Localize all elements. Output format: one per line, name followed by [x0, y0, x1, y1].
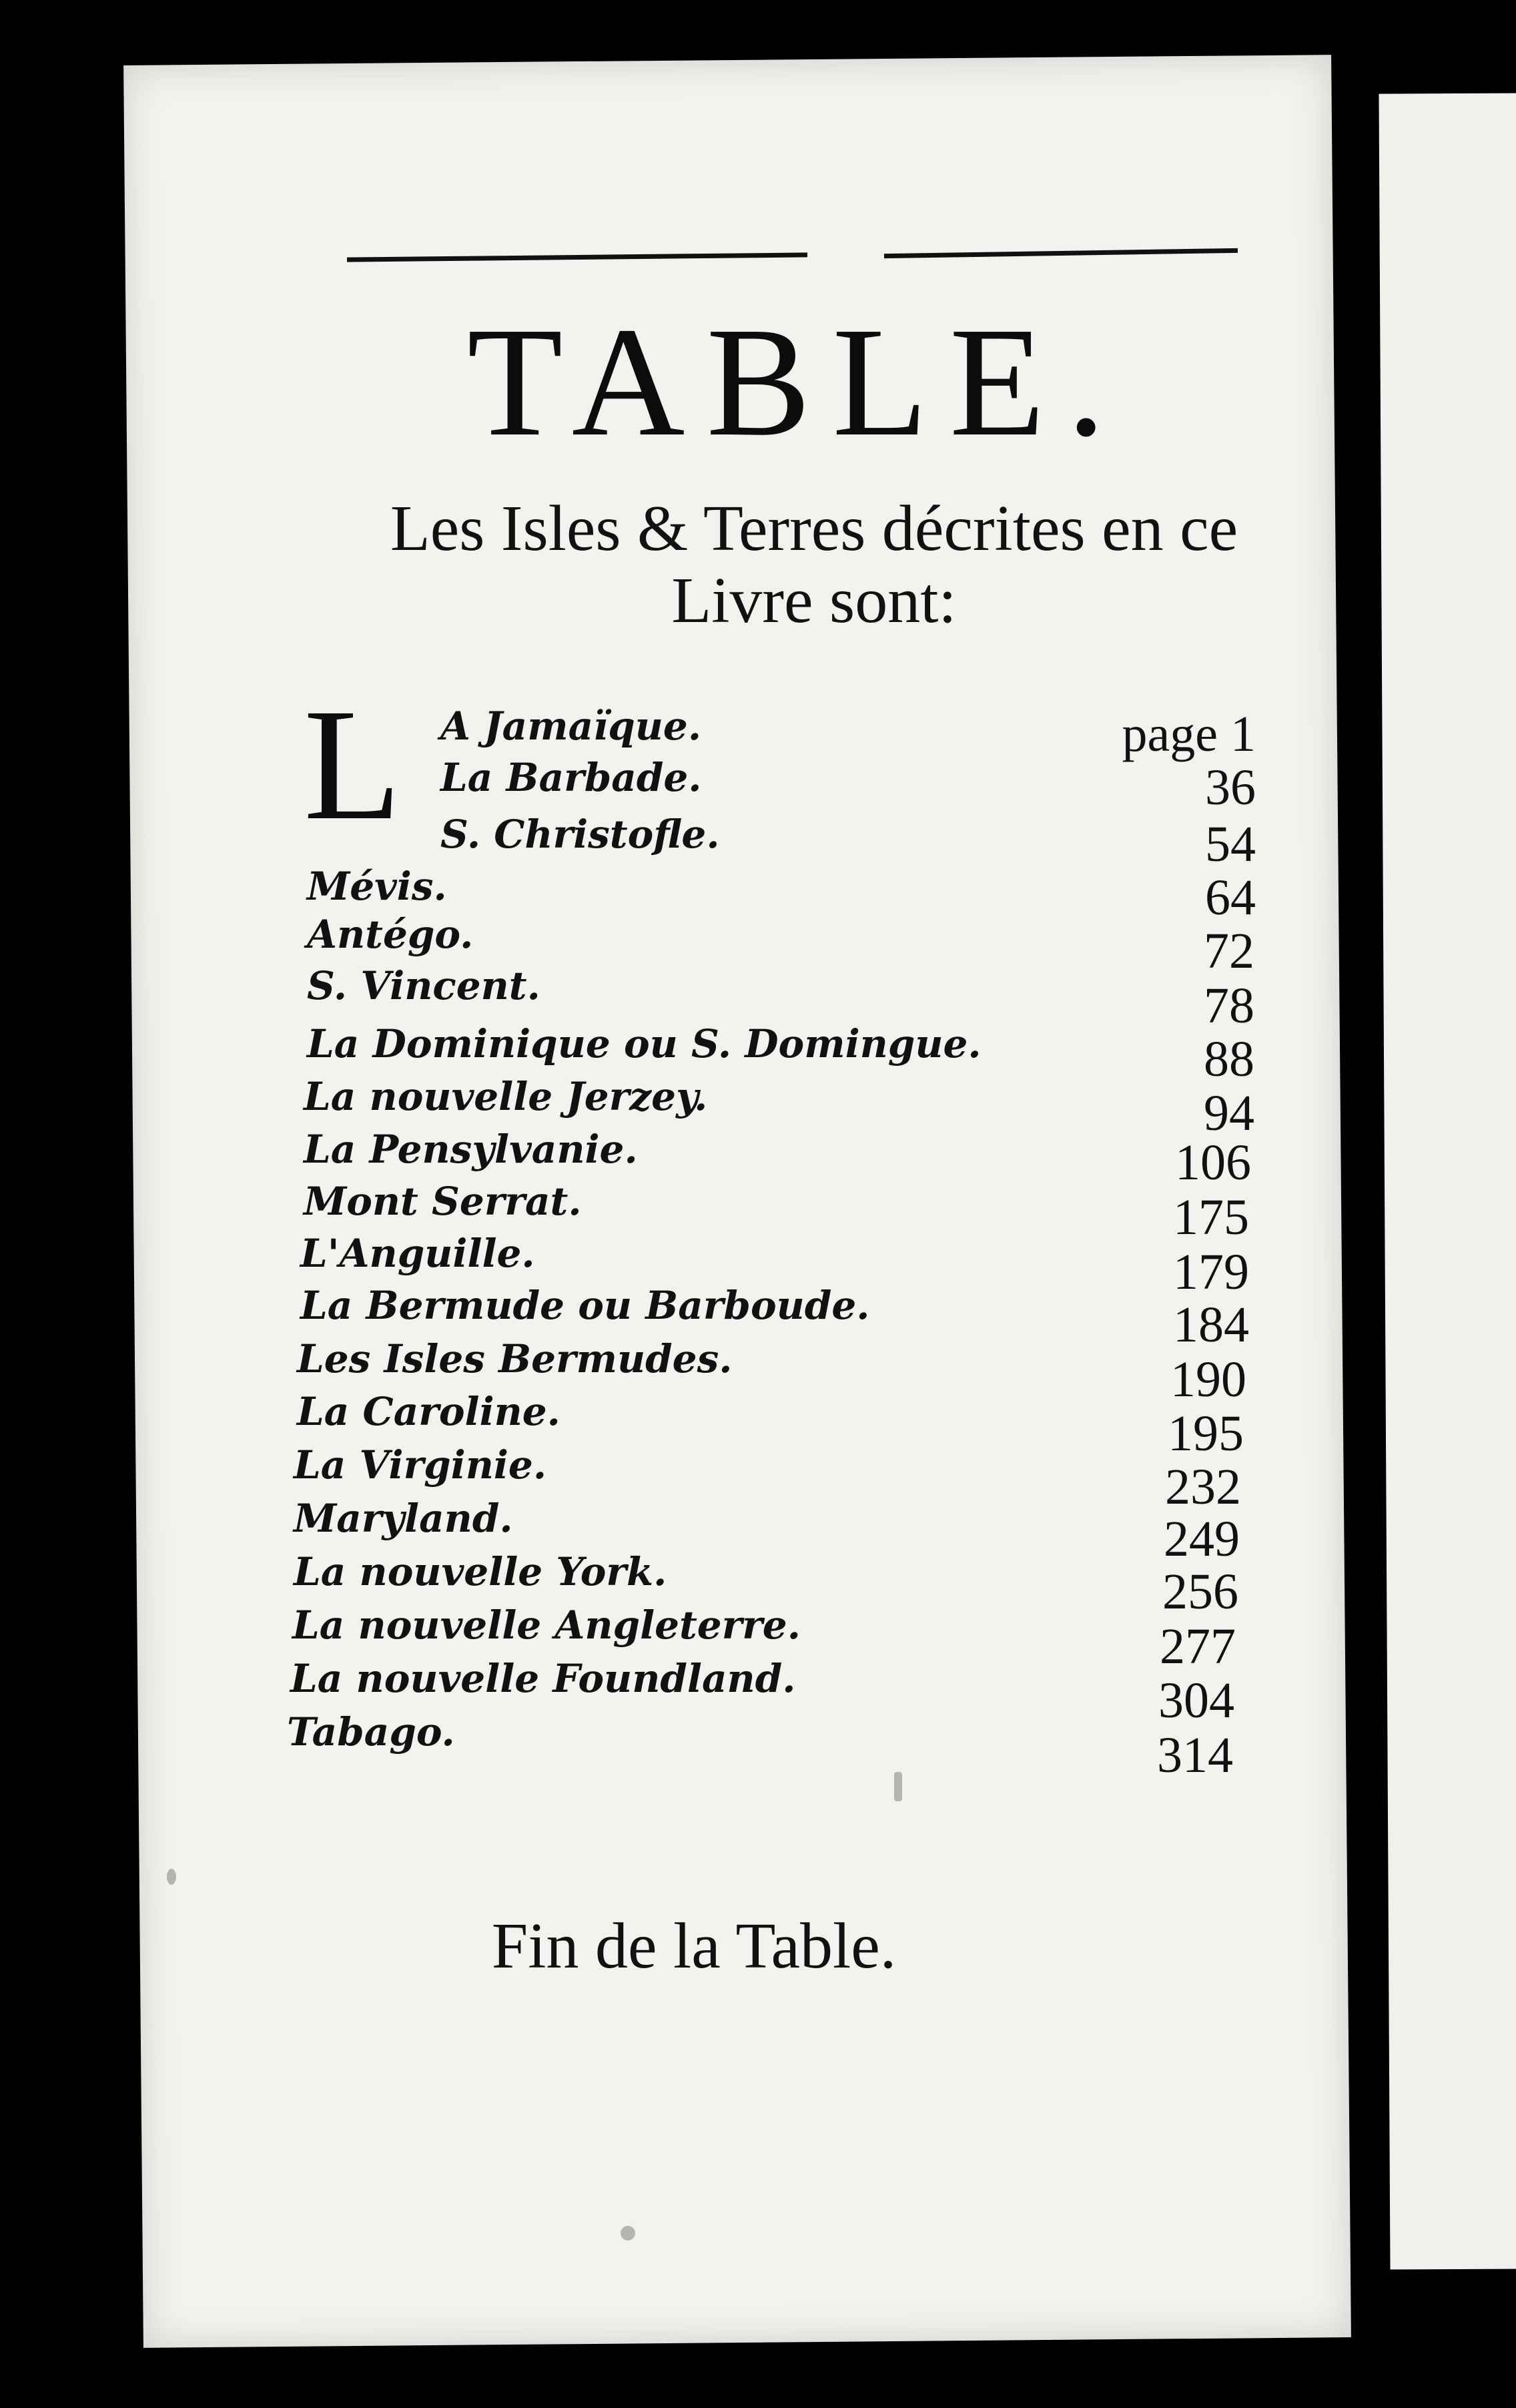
- toc-page-number: 314: [1157, 1727, 1233, 1783]
- toc-entry: Tabago.: [287, 1709, 455, 1755]
- toc-entry: Mont Serrat.: [304, 1179, 582, 1224]
- toc-entry: Maryland.: [294, 1496, 513, 1541]
- toc-page-number: 175: [1173, 1189, 1249, 1245]
- toc-entry: Antégo.: [307, 912, 474, 957]
- toc-entry: S. Vincent.: [307, 963, 540, 1008]
- toc-page-number: 36: [1205, 760, 1256, 816]
- toc-entry: La Virginie.: [294, 1442, 547, 1488]
- subtitle-line-2: Livre sont:: [671, 565, 957, 637]
- toc-page-number: 184: [1173, 1297, 1249, 1353]
- toc-entry: La nouvelle York.: [294, 1549, 667, 1594]
- ink-mark: [894, 1772, 902, 1801]
- toc-entry: L'Anguille.: [300, 1231, 535, 1276]
- drop-cap: L: [304, 675, 402, 853]
- toc-entry: La Barbade.: [440, 755, 702, 800]
- toc-page-number: 195: [1168, 1406, 1244, 1462]
- toc-entry: Mévis.: [307, 864, 447, 909]
- ink-speck: [621, 2226, 635, 2240]
- toc-page-number: page 1: [1122, 706, 1256, 762]
- toc-page-number: 94: [1204, 1085, 1254, 1141]
- toc-entry: La Pensylvanie.: [304, 1127, 638, 1172]
- toc-page-number: 88: [1204, 1031, 1254, 1087]
- toc-entry: La nouvelle Foundland.: [290, 1656, 796, 1701]
- toc-page-number: 190: [1170, 1351, 1246, 1408]
- toc-page-number: 232: [1165, 1459, 1241, 1515]
- toc-entry: La nouvelle Angleterre.: [292, 1602, 801, 1648]
- toc-entry: A Jamaïque.: [440, 703, 702, 749]
- toc-entry: La Caroline.: [297, 1389, 560, 1434]
- subtitle-line-1: Les Isles & Terres décrites en ce: [390, 493, 1238, 565]
- page-title: TABLE.: [467, 295, 1128, 469]
- toc-entry: La nouvelle Jerzey.: [304, 1074, 708, 1119]
- toc-page-number: 54: [1205, 816, 1256, 872]
- toc-page-number: 249: [1164, 1511, 1240, 1567]
- end-of-table: Fin de la Table.: [491, 1910, 897, 1982]
- toc-page-number: 179: [1173, 1244, 1249, 1300]
- ink-speck: [167, 1869, 176, 1885]
- toc-page-number: 106: [1175, 1135, 1251, 1191]
- toc-entry: Les Isles Bermudes.: [297, 1336, 733, 1382]
- toc-page-number: 64: [1205, 870, 1256, 926]
- toc-page-number: 256: [1162, 1564, 1238, 1620]
- toc-page-number: 304: [1158, 1673, 1234, 1729]
- toc-page-number: 78: [1204, 978, 1254, 1034]
- toc-page-number: 72: [1204, 923, 1254, 979]
- toc-page-number: 277: [1160, 1618, 1236, 1675]
- toc-entry: La Bermude ou Barboude.: [300, 1283, 870, 1328]
- toc-entry: La Dominique ou S. Domingue.: [307, 1021, 982, 1067]
- toc-entry: S. Christofle.: [440, 812, 720, 857]
